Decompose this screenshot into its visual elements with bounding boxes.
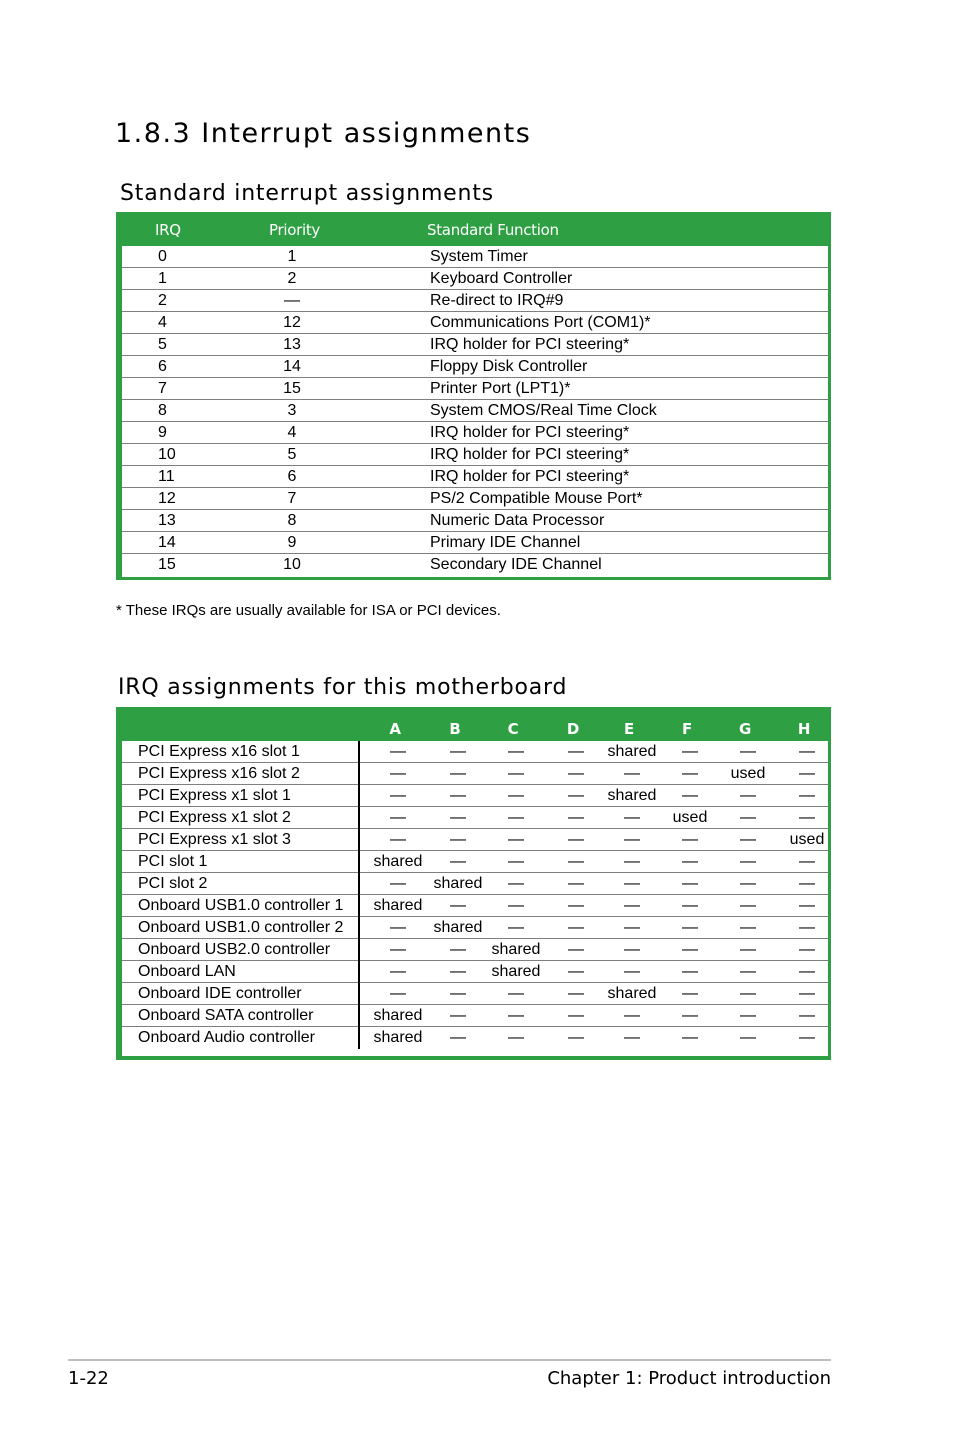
column-divider [358, 785, 360, 807]
column-divider [358, 807, 360, 829]
irq-d-cell: — [568, 1029, 584, 1046]
irq-cell: 14 [158, 534, 176, 551]
priority-cell: 5 [287, 446, 297, 463]
column-divider [358, 829, 360, 851]
function-cell: IRQ holder for PCI steering* [430, 336, 630, 353]
irq-d-cell: — [568, 919, 584, 936]
priority-cell: 15 [283, 380, 301, 397]
irq-e-cell: — [624, 831, 640, 848]
priority-cell: 10 [283, 556, 301, 573]
column-header-function: Standard Function [427, 221, 559, 239]
irq-cell: 11 [158, 468, 175, 485]
irq-h-cell: — [799, 853, 815, 870]
irq-f-cell: — [682, 941, 698, 958]
table-row [122, 378, 828, 400]
irq-e-cell: — [624, 1029, 640, 1046]
irq-f-cell: — [682, 985, 698, 1002]
irq-d-cell: — [568, 963, 584, 980]
irq-a-cell: shared [373, 1007, 423, 1024]
irq-d-cell: — [568, 985, 584, 1002]
function-cell: Numeric Data Processor [430, 512, 605, 529]
device-cell: PCI slot 1 [138, 853, 208, 870]
irq-cell: 10 [158, 446, 176, 463]
table-header [119, 212, 828, 246]
irq-b-cell: shared [433, 919, 483, 936]
function-cell: IRQ holder for PCI steering* [430, 468, 630, 485]
irq-b-cell: — [450, 765, 466, 782]
irq-h-cell: — [799, 809, 815, 826]
table-row [122, 312, 828, 334]
irq-e-cell: — [624, 765, 640, 782]
table-row [122, 246, 828, 268]
function-cell: Printer Port (LPT1)* [430, 380, 571, 397]
irq-b-cell: — [450, 985, 466, 1002]
irq-d-cell: — [568, 743, 584, 760]
motherboard-heading: IRQ assignments for this motherboard [118, 675, 568, 700]
table-row [122, 532, 828, 554]
irq-cell: 8 [158, 402, 167, 419]
device-cell: PCI Express x1 slot 3 [138, 831, 291, 848]
device-cell: Onboard SATA controller [138, 1007, 314, 1024]
irq-cell: 2 [158, 292, 167, 309]
irq-g-cell: — [740, 1007, 756, 1024]
page-number: 1-22 [68, 1368, 109, 1389]
irq-b-cell: — [450, 963, 466, 980]
irq-e-cell: shared [607, 985, 657, 1002]
irq-b-cell: — [450, 853, 466, 870]
irq-f-cell: — [682, 919, 698, 936]
function-cell: Floppy Disk Controller [430, 358, 588, 375]
irq-h-cell: — [799, 897, 815, 914]
irq-a-cell: — [390, 743, 406, 760]
irq-c-cell: — [508, 809, 524, 826]
irq-d-cell: — [568, 1007, 584, 1024]
standard-heading: Standard interrupt assignments [120, 181, 494, 206]
irq-c-cell: shared [491, 963, 541, 980]
column-divider [358, 851, 360, 873]
irq-c-cell: — [508, 1029, 524, 1046]
device-cell: Onboard USB2.0 controller [138, 941, 331, 958]
irq-c-cell: — [508, 853, 524, 870]
irq-b-cell: — [450, 787, 466, 804]
function-cell: Re-direct to IRQ#9 [430, 292, 564, 309]
column-header-irq: IRQ [155, 221, 181, 239]
irq-e-cell: — [624, 897, 640, 914]
irq-g-cell: — [740, 853, 756, 870]
irq-h-cell: — [799, 985, 815, 1002]
column-divider [358, 961, 360, 983]
irq-f-cell: — [682, 765, 698, 782]
table-row [122, 895, 828, 917]
irq-cell: 6 [158, 358, 167, 375]
irq-d-cell: — [568, 941, 584, 958]
column-divider [358, 741, 360, 763]
irq-f-cell: — [682, 875, 698, 892]
irq-g-cell: — [740, 787, 756, 804]
table-row [122, 807, 828, 829]
priority-cell: — [284, 292, 300, 309]
priority-cell: 1 [287, 248, 297, 265]
irq-b-cell: — [450, 941, 466, 958]
irq-c-cell: — [508, 919, 524, 936]
table-row [122, 763, 828, 785]
column-header-g: G [738, 720, 751, 738]
irq-c-cell: — [508, 765, 524, 782]
priority-cell: 2 [287, 270, 297, 287]
function-cell: Secondary IDE Channel [430, 556, 602, 573]
device-cell: Onboard Audio controller [138, 1029, 315, 1046]
irq-h-cell: — [799, 787, 815, 804]
table-header [119, 707, 828, 741]
function-cell: IRQ holder for PCI steering* [430, 424, 630, 441]
irq-a-cell: — [390, 985, 406, 1002]
irq-c-cell: — [508, 743, 524, 760]
irq-f-cell: — [682, 787, 698, 804]
irq-h-cell: — [799, 919, 815, 936]
irq-c-cell: — [508, 831, 524, 848]
device-cell: PCI Express x16 slot 2 [138, 765, 300, 782]
column-divider [358, 1027, 360, 1049]
irq-cell: 0 [158, 248, 167, 265]
table-row [122, 466, 828, 488]
irq-a-cell: — [390, 919, 406, 936]
irq-g-cell: — [740, 875, 756, 892]
irq-h-cell: — [799, 1029, 815, 1046]
device-cell: Onboard LAN [138, 963, 236, 980]
irq-h-cell: — [799, 963, 815, 980]
column-header-h: H [797, 720, 811, 738]
column-divider [358, 763, 360, 785]
irq-g-cell: used [730, 765, 766, 782]
irq-d-cell: — [568, 875, 584, 892]
irq-b-cell: — [450, 897, 466, 914]
column-header-priority: Priority [269, 221, 320, 239]
irq-e-cell: — [624, 853, 640, 870]
irq-d-cell: — [568, 765, 584, 782]
irq-h-cell: used [789, 831, 825, 848]
irq-a-cell: — [390, 963, 406, 980]
standard-interrupt-table [116, 212, 831, 580]
device-cell: Onboard IDE controller [138, 985, 302, 1002]
column-divider [358, 895, 360, 917]
irq-g-cell: — [740, 831, 756, 848]
device-cell: Onboard USB1.0 controller 2 [138, 919, 344, 936]
irq-cell: 5 [158, 336, 167, 353]
irq-f-cell: used [672, 809, 708, 826]
table-row [122, 334, 828, 356]
irq-e-cell: — [624, 875, 640, 892]
table-row [122, 444, 828, 466]
irq-g-cell: — [740, 809, 756, 826]
device-cell: Onboard USB1.0 controller 1 [138, 897, 344, 914]
table-row [122, 422, 828, 444]
irq-a-cell: — [390, 809, 406, 826]
irq-h-cell: — [799, 941, 815, 958]
column-header-e: E [624, 720, 634, 738]
irq-f-cell: — [682, 1029, 698, 1046]
table-row [122, 939, 828, 961]
priority-cell: 4 [287, 424, 297, 441]
irq-e-cell: shared [607, 743, 657, 760]
function-cell: Primary IDE Channel [430, 534, 581, 551]
column-divider [358, 939, 360, 961]
priority-cell: 14 [283, 358, 301, 375]
irq-c-cell: — [508, 875, 524, 892]
irq-f-cell: — [682, 897, 698, 914]
table-row [122, 961, 828, 983]
irq-g-cell: — [740, 919, 756, 936]
table-row [122, 268, 828, 290]
function-cell: Communications Port (COM1)* [430, 314, 651, 331]
irq-b-cell: — [450, 1007, 466, 1024]
priority-cell: 6 [287, 468, 297, 485]
table-row [122, 356, 828, 378]
irq-g-cell: — [740, 1029, 756, 1046]
irq-a-cell: — [390, 831, 406, 848]
irq-g-cell: — [740, 941, 756, 958]
table-row [122, 851, 828, 873]
irq-g-cell: — [740, 985, 756, 1002]
irq-e-cell: — [624, 809, 640, 826]
irq-e-cell: — [624, 963, 640, 980]
table-row [122, 917, 828, 939]
irq-g-cell: — [740, 897, 756, 914]
irq-a-cell: shared [373, 1029, 423, 1046]
irq-d-cell: — [568, 831, 584, 848]
section-title: 1.8.3 Interrupt assignments [115, 118, 532, 149]
priority-cell: 8 [287, 512, 297, 529]
function-cell: PS/2 Compatible Mouse Port* [430, 490, 643, 507]
chapter-title: Chapter 1: Product introduction [547, 1368, 831, 1389]
irq-f-cell: — [682, 1007, 698, 1024]
irq-cell: 9 [158, 424, 167, 441]
column-header-b: B [449, 720, 461, 738]
irq-c-cell: shared [491, 941, 541, 958]
irq-h-cell: — [799, 875, 815, 892]
table-row [122, 741, 828, 763]
irq-e-cell: — [624, 919, 640, 936]
function-cell: System CMOS/Real Time Clock [430, 402, 657, 419]
irq-e-cell: — [624, 1007, 640, 1024]
irq-a-cell: — [390, 941, 406, 958]
column-divider [358, 917, 360, 939]
table-row [122, 829, 828, 851]
table-row [122, 488, 828, 510]
irq-b-cell: — [450, 831, 466, 848]
irq-f-cell: — [682, 743, 698, 760]
irq-h-cell: — [799, 765, 815, 782]
irq-a-cell: — [390, 765, 406, 782]
irq-cell: 12 [158, 490, 176, 507]
table-row [122, 554, 828, 575]
irq-f-cell: — [682, 963, 698, 980]
irq-d-cell: — [568, 897, 584, 914]
priority-cell: 7 [287, 490, 297, 507]
irq-cell: 13 [158, 512, 176, 529]
priority-cell: 12 [283, 314, 301, 331]
column-divider [358, 983, 360, 1005]
device-cell: PCI slot 2 [138, 875, 208, 892]
motherboard-irq-table [116, 707, 831, 1060]
irq-f-cell: — [682, 853, 698, 870]
irq-g-cell: — [740, 963, 756, 980]
irq-e-cell: — [624, 941, 640, 958]
irq-c-cell: — [508, 897, 524, 914]
irq-cell: 4 [158, 314, 167, 331]
irq-b-cell: shared [433, 875, 483, 892]
irq-a-cell: shared [373, 897, 423, 914]
irq-f-cell: — [682, 831, 698, 848]
table-row [122, 1027, 828, 1048]
column-header-d: D [566, 720, 580, 738]
function-cell: Keyboard Controller [430, 270, 573, 287]
irq-d-cell: — [568, 787, 584, 804]
function-cell: IRQ holder for PCI steering* [430, 446, 630, 463]
irq-c-cell: — [508, 1007, 524, 1024]
table-row [122, 290, 828, 312]
irq-c-cell: — [508, 787, 524, 804]
irq-a-cell: shared [373, 853, 423, 870]
irq-h-cell: — [799, 1007, 815, 1024]
table-body [122, 741, 828, 1056]
table-row [122, 873, 828, 895]
irq-h-cell: — [799, 743, 815, 760]
irq-cell: 1 [158, 270, 167, 287]
table-row [122, 983, 828, 1005]
column-divider [358, 1005, 360, 1027]
irq-d-cell: — [568, 809, 584, 826]
table-row [122, 785, 828, 807]
irq-cell: 15 [158, 556, 176, 573]
priority-cell: 3 [287, 402, 297, 419]
irq-b-cell: — [450, 1029, 466, 1046]
irq-b-cell: — [450, 809, 466, 826]
irq-g-cell: — [740, 743, 756, 760]
table-row [122, 400, 828, 422]
footer-divider [68, 1359, 831, 1361]
table-row [122, 1005, 828, 1027]
device-cell: PCI Express x1 slot 1 [138, 787, 291, 804]
irq-a-cell: — [390, 787, 406, 804]
priority-cell: 9 [287, 534, 297, 551]
table-body [122, 246, 828, 577]
irq-c-cell: — [508, 985, 524, 1002]
table-row [122, 510, 828, 532]
device-cell: PCI Express x1 slot 2 [138, 809, 291, 826]
irq-d-cell: — [568, 853, 584, 870]
irq-b-cell: — [450, 743, 466, 760]
function-cell: System Timer [430, 248, 528, 265]
irq-cell: 7 [158, 380, 167, 397]
device-cell: PCI Express x16 slot 1 [138, 743, 300, 760]
column-divider [358, 873, 360, 895]
priority-cell: 13 [283, 336, 301, 353]
column-header-a: A [389, 720, 401, 738]
column-header-f: F [682, 720, 692, 738]
footnote: * These IRQs are usually available for ISA or PCI devices. [116, 602, 501, 619]
irq-e-cell: shared [607, 787, 657, 804]
column-header-c: C [507, 720, 519, 738]
irq-a-cell: — [390, 875, 406, 892]
